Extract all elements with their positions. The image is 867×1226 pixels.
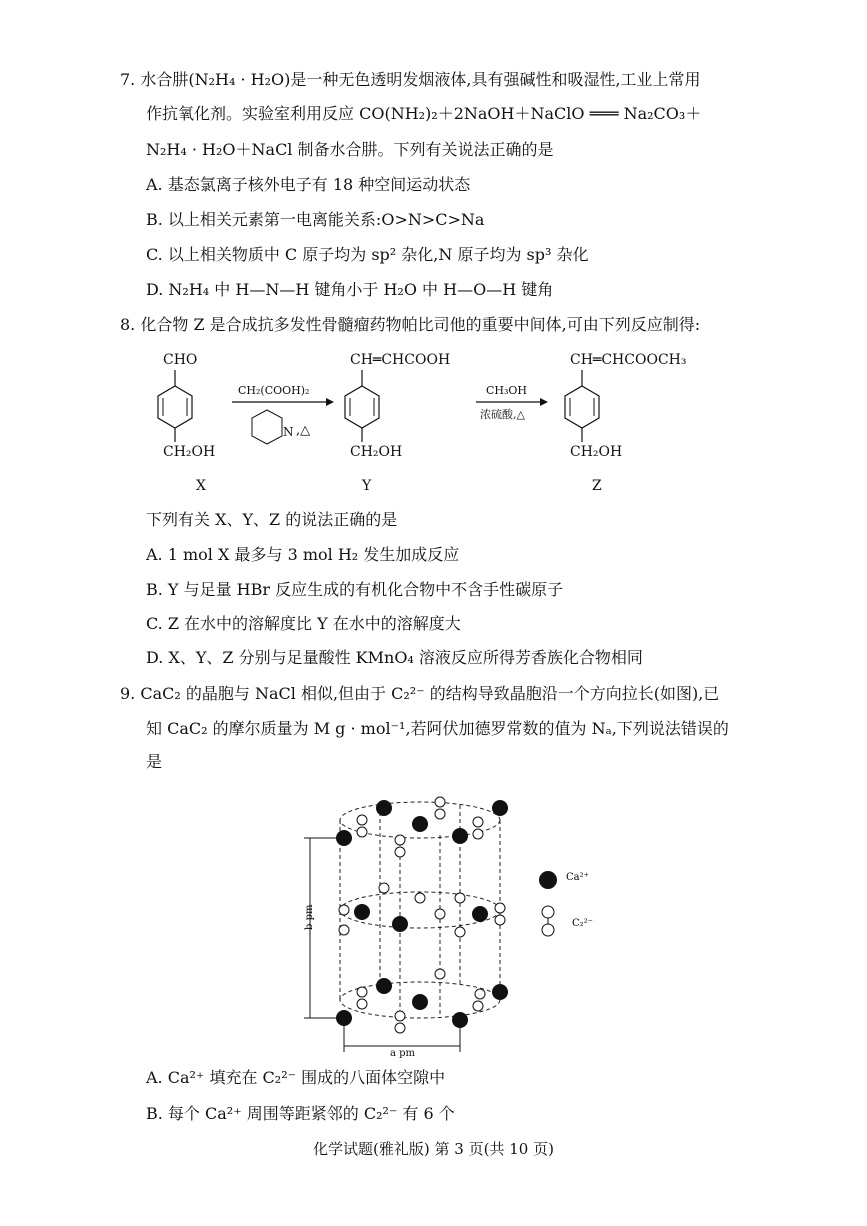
reaction-scheme — [130, 338, 750, 508]
q7-stem-line1: 7. 水合肼(N₂H₄ · H₂O)是一种无色透明发烟液体,具有强碱性和吸湿性,工业上常用 — [120, 70, 701, 89]
molecule-x — [158, 352, 215, 494]
q7-stem-line3: N₂H₄ · H₂O＋NaCl 制备水合肼。下列有关说法正确的是 — [146, 140, 554, 159]
x-bottom-group: CH₂OH — [163, 444, 216, 460]
z-label: Z — [592, 478, 602, 494]
q9-option-a: A. Ca²⁺ 填充在 C₂²⁻ 围成的八面体空隙中 — [146, 1068, 446, 1087]
legend-ca-label: Ca²⁺ — [566, 872, 589, 883]
cac2-unit-cell-figure — [290, 780, 630, 1060]
reagent-1-bottom: ,△ — [296, 423, 311, 438]
legend-c2-label: C₂²⁻ — [572, 918, 593, 929]
q8-stem-line2: 下列有关 X、Y、Z 的说法正确的是 — [146, 510, 398, 529]
reagent-2-top: CH₃OH — [486, 384, 528, 397]
z-top-group: CH═CHCOOCH₃ — [570, 352, 687, 368]
q8-option-c: C. Z 在水中的溶解度比 Y 在水中的溶解度大 — [146, 614, 461, 633]
q7-option-a: A. 基态氯离子核外电子有 18 种空间运动状态 — [146, 175, 471, 194]
q8-option-a: A. 1 mol X 最多与 3 mol H₂ 发生加成反应 — [146, 545, 460, 564]
x-top-group: CHO — [163, 352, 198, 368]
q8-option-d: D. X、Y、Z 分别与足量酸性 KMnO₄ 溶液反应所得芳香族化合物相同 — [146, 648, 643, 667]
q8-option-b: B. Y 与足量 HBr 反应生成的有机化合物中不含手性碳原子 — [146, 580, 564, 599]
q9-stem-line1: 9. CaC₂ 的晶胞与 NaCl 相似,但由于 C₂²⁻ 的结构导致晶胞沿一个方向拉长(如图),已 — [120, 684, 720, 703]
q8-stem-line1: 8. 化合物 Z 是合成抗多发性骨髓瘤药物帕比司他的重要中间体,可由下列反应制得: — [120, 315, 701, 334]
reagent-2-bottom: 浓硫酸,△ — [480, 408, 525, 421]
pyridine-n-label: N — [283, 425, 294, 439]
legend — [539, 871, 593, 936]
b-dimension — [304, 838, 336, 1018]
q7-option-d: D. N₂H₄ 中 H—N—H 键角小于 H₂O 中 H—O—H 键角 — [146, 280, 554, 299]
q9-option-b: B. 每个 Ca²⁺ 周围等距紧邻的 C₂²⁻ 有 6 个 — [146, 1104, 455, 1123]
reaction-arrow-2 — [476, 384, 548, 421]
reagent-1-top: CH₂(COOH)₂ — [238, 384, 310, 397]
q7-option-b: B. 以上相关元素第一电离能关系:O>N>C>Na — [146, 210, 485, 229]
q7-stem-line2: 作抗氧化剂。实验室利用反应 CO(NH₂)₂＋2NaOH＋NaClO ═══ Na₂CO₃＋ — [146, 104, 702, 123]
page-footer: 化学试题(雅礼版) 第 3 页(共 10 页) — [313, 1140, 554, 1158]
y-label: Y — [362, 478, 372, 494]
molecule-z — [565, 352, 686, 494]
a-dimension-label: a pm — [390, 1048, 416, 1059]
z-bottom-group: CH₂OH — [570, 444, 623, 460]
reaction-arrow-1 — [232, 384, 334, 444]
q9-stem-line2: 知 CaC₂ 的摩尔质量为 M g · mol⁻¹,若阿伏加德罗常数的值为 Nₐ,下列说法错误的 — [146, 719, 729, 738]
q9-stem-line3: 是 — [146, 752, 163, 771]
b-dimension-label: b pm — [304, 904, 315, 930]
y-top-group: CH═CHCOOH — [350, 352, 451, 368]
q7-option-c: C. 以上相关物质中 C 原子均为 sp² 杂化,N 原子均为 sp³ 杂化 — [146, 245, 589, 264]
molecule-y — [345, 352, 450, 494]
y-bottom-group: CH₂OH — [350, 444, 403, 460]
x-label: X — [196, 478, 206, 494]
